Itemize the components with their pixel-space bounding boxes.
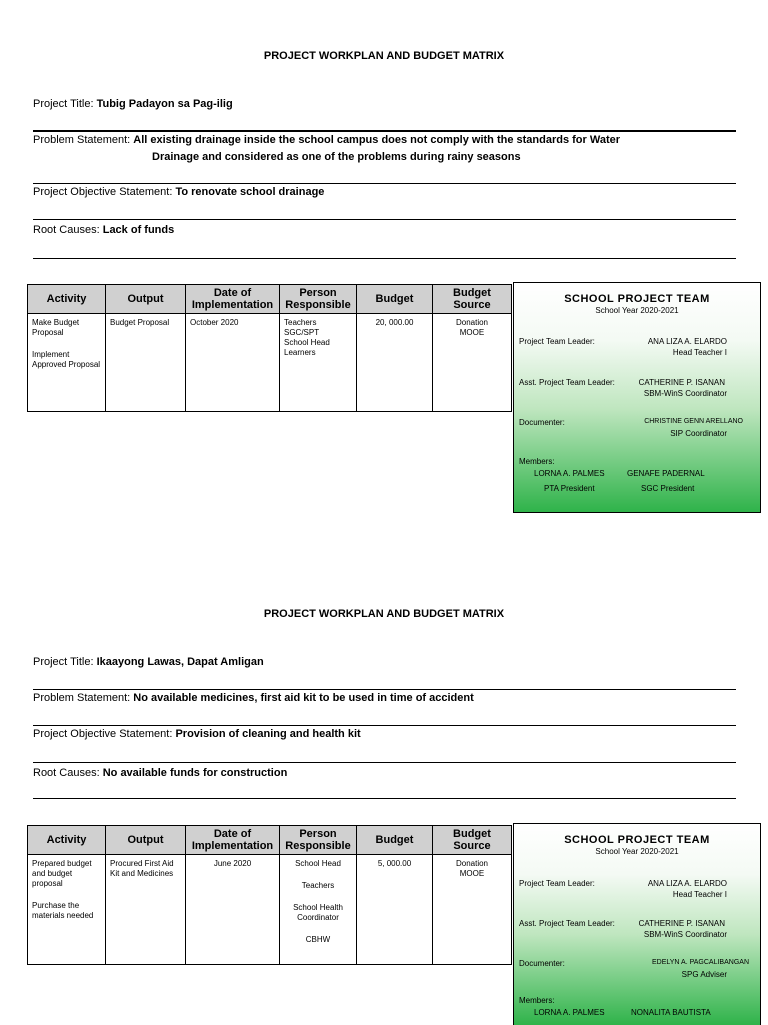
- asst-leader-role: Asst. Project Team Leader:: [519, 919, 615, 928]
- leader-name: ANA LIZA A. ELARDO: [647, 337, 727, 346]
- documenter-name: CHRISTINE GENN ARELLANO: [644, 418, 743, 425]
- problem-statement-continued: Drainage and considered as one of the problems during rainy seasons: [152, 151, 521, 163]
- asst-leader-position: SBM-WinS Coordinator: [643, 389, 727, 398]
- problem-statement-label: Problem Statement:: [33, 692, 131, 704]
- table-header-row: [28, 826, 512, 855]
- root-causes-field: [33, 224, 174, 236]
- page-title: PROJECT WORKPLAN AND BUDGET MATRIX: [263, 608, 505, 620]
- divider: [33, 130, 736, 132]
- team-heading: SCHOOL PROJECT TEAM: [564, 293, 710, 305]
- root-causes-label: Root Causes:: [33, 767, 100, 779]
- activity-item: Prepared budget and budget proposal: [32, 859, 92, 888]
- root-causes-value: No available funds for construction: [102, 767, 288, 779]
- asst-leader-name: CATHERINE P. ISANAN: [638, 919, 725, 928]
- header-budget: Budget: [357, 285, 433, 314]
- problem-statement-value: No available medicines, first aid kit to be used in time of accident: [133, 692, 474, 704]
- documenter-position: SIP Coordinator: [670, 429, 727, 438]
- project-title-field: [33, 656, 264, 668]
- header-source: Budget Source: [433, 285, 512, 314]
- divider: [33, 725, 736, 726]
- cell-output: Procured First Aid Kit and Medicines: [106, 855, 186, 965]
- table-row: [28, 855, 512, 965]
- documenter-position: SPG Adviser: [681, 970, 727, 979]
- workplan-table: [27, 825, 512, 965]
- root-causes-field: [33, 767, 287, 779]
- person-item: Learners: [284, 348, 316, 357]
- member-name: GENAFE PADERNAL: [627, 469, 705, 478]
- person-item: School Head: [284, 338, 330, 347]
- header-source: Budget Source: [433, 826, 512, 855]
- project-title-field: [33, 98, 233, 110]
- header-person: Person Responsible: [280, 285, 357, 314]
- person-item: Teachers: [284, 318, 317, 327]
- school-year: School Year 2020-2021: [595, 306, 679, 315]
- asst-leader-name: CATHERINE P. ISANAN: [638, 378, 725, 387]
- school-project-team-box: [513, 282, 761, 513]
- divider: [33, 219, 736, 220]
- member-name: NONALITA BAUTISTA: [631, 1008, 711, 1017]
- root-causes-value: Lack of funds: [102, 224, 175, 236]
- header-output: Output: [106, 285, 186, 314]
- source-item: MOOE: [459, 869, 485, 878]
- source-item: MOOE: [459, 328, 485, 337]
- member-position: SGC President: [641, 484, 695, 493]
- problem-statement-value: All existing drainage inside the school campus does not comply with the standards for Water: [133, 134, 621, 146]
- source-item: Donation: [455, 318, 489, 327]
- cell-budget: 5, 000.00: [357, 855, 433, 965]
- leader-position: Head Teacher I: [672, 890, 727, 899]
- divider: [33, 258, 736, 259]
- documenter-role: Documenter:: [519, 959, 565, 968]
- cell-person: [280, 855, 357, 965]
- table-header-row: [28, 285, 512, 314]
- objective-label: Project Objective Statement:: [33, 186, 173, 198]
- header-date: Date of Implementation: [186, 285, 280, 314]
- header-person: Person Responsible: [280, 826, 357, 855]
- documenter-role: Documenter:: [519, 418, 565, 427]
- divider: [33, 689, 736, 690]
- member-name: LORNA A. PALMES: [534, 1008, 605, 1017]
- members-label: Members:: [519, 996, 555, 1005]
- activity-item: Make Budget Proposal: [32, 318, 80, 337]
- cell-date: October 2020: [186, 314, 280, 412]
- team-heading: SCHOOL PROJECT TEAM: [564, 834, 710, 846]
- leader-name: ANA LIZA A. ELARDO: [647, 879, 727, 888]
- person-item: School Health Coordinator: [293, 903, 343, 922]
- objective-value: Provision of cleaning and health kit: [175, 728, 361, 740]
- activity-item: Purchase the materials needed: [32, 901, 94, 920]
- members-label: Members:: [519, 457, 555, 466]
- project-title-label: Project Title:: [33, 656, 94, 668]
- project-title-label: Project Title:: [33, 98, 94, 110]
- problem-statement-field: [33, 692, 474, 704]
- header-activity: Activity: [28, 285, 106, 314]
- problem-statement-field: [33, 134, 620, 146]
- root-causes-label: Root Causes:: [33, 224, 100, 236]
- school-year: School Year 2020-2021: [595, 847, 679, 856]
- workplan-table: [27, 284, 512, 412]
- asst-leader-position: SBM-WinS Coordinator: [643, 930, 727, 939]
- activity-item: Implement Approved Proposal: [32, 350, 101, 369]
- cell-output: Budget Proposal: [106, 314, 186, 412]
- cell-source: [433, 855, 512, 965]
- header-budget: Budget: [357, 826, 433, 855]
- header-date: Date of Implementation: [186, 826, 280, 855]
- cell-budget: 20, 000.00: [357, 314, 433, 412]
- divider: [33, 183, 736, 184]
- cell-activity: [28, 314, 106, 412]
- person-item: CBHW: [305, 935, 331, 944]
- person-item: SGC/SPT: [284, 328, 320, 337]
- project-title-value: Ikaayong Lawas, Dapat Amligan: [96, 656, 264, 668]
- member-name: LORNA A. PALMES: [534, 469, 605, 478]
- documenter-name: EDELYN A. PAGCALIBANGAN: [652, 959, 749, 966]
- source-item: Donation: [455, 859, 489, 868]
- cell-activity: [28, 855, 106, 965]
- page-title: PROJECT WORKPLAN AND BUDGET MATRIX: [263, 50, 505, 62]
- objective-field: [33, 728, 361, 740]
- header-activity: Activity: [28, 826, 106, 855]
- objective-value: To renovate school drainage: [175, 186, 325, 198]
- cell-source: [433, 314, 512, 412]
- leader-role: Project Team Leader:: [519, 879, 595, 888]
- person-item: School Head: [295, 859, 341, 868]
- member-position: PTA President: [544, 484, 595, 493]
- person-item: Teachers: [301, 881, 335, 890]
- table-row: [28, 314, 512, 412]
- school-project-team-box: [513, 823, 761, 1025]
- cell-date: June 2020: [186, 855, 280, 965]
- divider: [33, 762, 736, 763]
- objective-field: [33, 186, 324, 198]
- leader-role: Project Team Leader:: [519, 337, 595, 346]
- project-title-value: Tubig Padayon sa Pag-ilig: [96, 98, 233, 110]
- header-output: Output: [106, 826, 186, 855]
- problem-statement-label: Problem Statement:: [33, 134, 131, 146]
- leader-position: Head Teacher I: [672, 348, 727, 357]
- cell-person: [280, 314, 357, 412]
- objective-label: Project Objective Statement:: [33, 728, 173, 740]
- asst-leader-role: Asst. Project Team Leader:: [519, 378, 615, 387]
- divider: [33, 798, 736, 799]
